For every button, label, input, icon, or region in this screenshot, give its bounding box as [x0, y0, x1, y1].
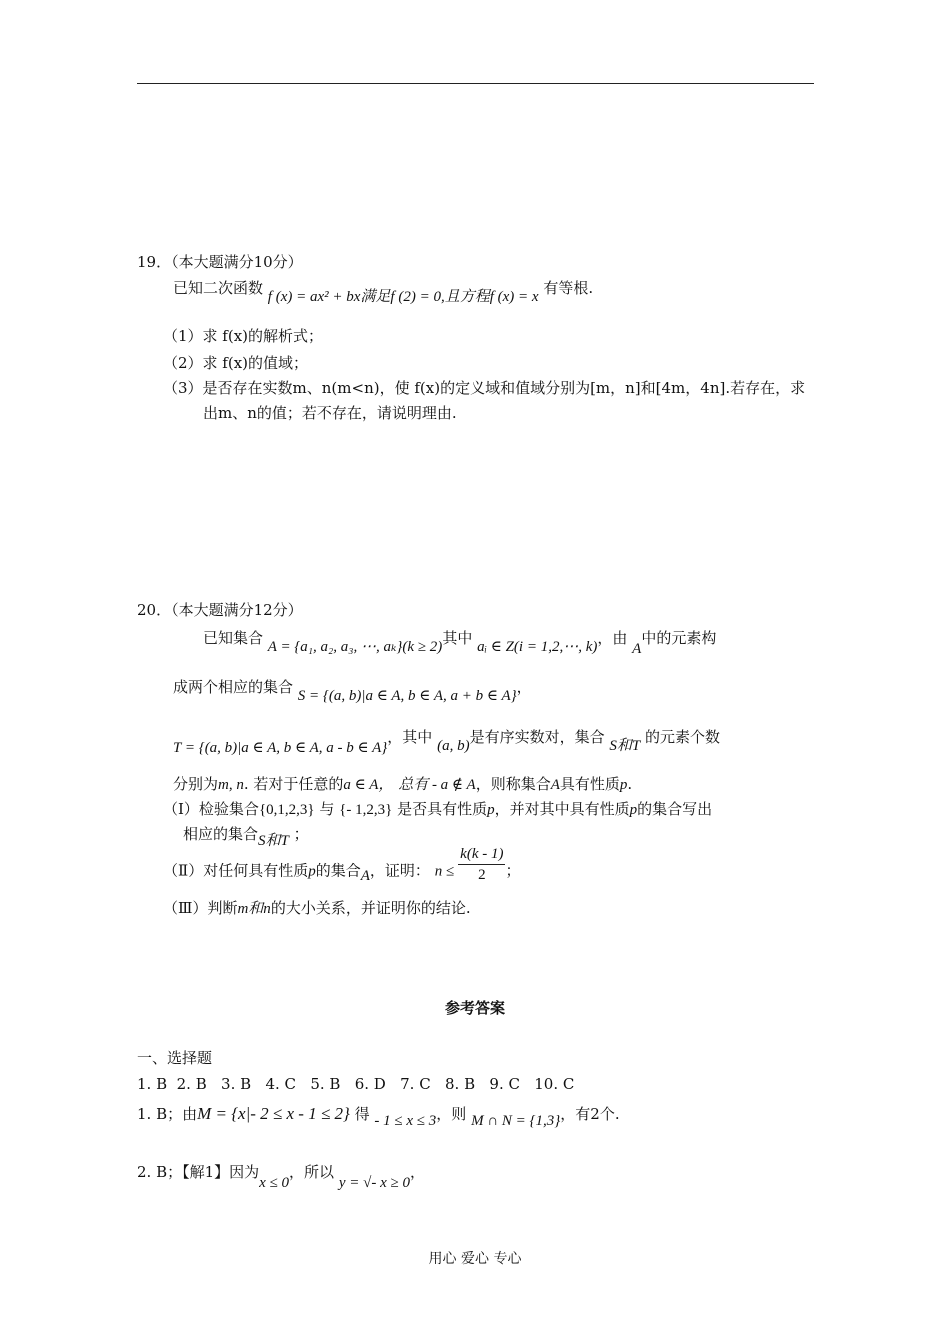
q20-l4-end: 具有性质 — [559, 775, 620, 793]
q20-i-mid2: ，并对其中具有性质 — [494, 800, 630, 818]
q20-set-s: S = {(a, b)|a ∈ A, b ∈ A, a + b ∈ A} — [297, 688, 517, 704]
q20-ii-fraction — [458, 844, 505, 885]
q20-i-pre: （Ⅰ）检验集合 — [163, 800, 259, 818]
q19-intro — [173, 278, 594, 305]
q20-mn: m, n — [218, 777, 244, 793]
q20-l1-mid: 其中 — [442, 629, 473, 647]
a1-de: 得 — [354, 1105, 370, 1123]
q19-part1: （1）求 f(x)的解析式； — [163, 327, 324, 345]
q19-part3-line1: （3）是否存在实数m、n(m<n)，使 f(x)的定义域和值域分别为[m，n]和[4m，4n].若存在，求 — [163, 379, 806, 397]
header-rule — [137, 83, 814, 84]
answers-title: 参考答案 — [444, 999, 505, 1017]
q20-l1-post: ，由 — [597, 629, 628, 647]
q20-l2-end: ， — [516, 678, 532, 696]
q20-i2-end: ； — [293, 825, 309, 843]
q20-line4 — [173, 774, 632, 795]
q20-header: 20．（本大题满分12分） — [137, 601, 303, 619]
a1-range: - 1 ≤ x ≤ 3 — [374, 1113, 437, 1129]
q20-ii-mid: 的集合 — [315, 861, 361, 880]
q20-l4-dot: . — [627, 775, 633, 793]
q20-i2-pre: 相应的集合 — [183, 825, 259, 843]
q20-iii-end: 的大小关系，并证明你的结论. — [270, 899, 471, 917]
q20-i-p: p — [487, 802, 495, 818]
q20-ii-end: ； — [505, 861, 521, 880]
q20-l1-end: 中的元素构 — [641, 629, 717, 647]
answers-section: 一、选择题 — [137, 1049, 213, 1067]
q20-i-and: 与 — [319, 800, 335, 818]
q20-iii-mn: m和n — [237, 901, 271, 917]
q20-ii-den: 2 — [478, 867, 486, 883]
q19-formula: f (x) = ax² + bx满足f (2) = 0,且方程f (x) = x — [267, 289, 539, 305]
q20-ii-prove: ，证明： — [369, 861, 430, 880]
q20-pair: (a, b) — [437, 738, 470, 754]
q20-part1-line2 — [183, 824, 309, 849]
q20-l1-pre: 已知集合 — [203, 629, 264, 647]
q20-l4-A: A — [550, 777, 560, 793]
q20-i2-st: S和T — [258, 833, 289, 849]
q20-part2 — [163, 846, 521, 885]
q20-a-in-A: a ∈ A， — [343, 777, 394, 793]
q20-ii-ineq: n ≤ — [434, 863, 455, 880]
q20-set-a: A = {a₁, a₂, a₃, ⋯, aₖ}(k ≥ 2) — [267, 639, 443, 655]
q20-ii-pre: （Ⅱ）对任何具有性质 — [163, 861, 309, 880]
a2-y: y = √- x ≥ 0 — [338, 1175, 410, 1191]
q20-ii-num: k(k - 1) — [458, 844, 505, 865]
a2-so: ，所以 — [289, 1163, 335, 1181]
a1-ze: ，则 — [436, 1105, 467, 1123]
q20-line3 — [173, 727, 721, 756]
a1-set-m: M = {x|- 2 ≤ x - 1 ≤ 2} — [197, 1104, 350, 1123]
a2-x: x ≤ 0 — [259, 1175, 290, 1191]
answer-1 — [137, 1104, 620, 1129]
q20-st: S和T — [609, 738, 641, 754]
q20-l3-post: 是有序实数对，集合 — [469, 728, 605, 746]
q20-line2 — [173, 677, 532, 704]
q20-ii-A: A — [360, 867, 370, 884]
q20-l4-p: p — [619, 777, 628, 793]
q19-intro-end: 有等根. — [543, 279, 594, 297]
q20-i-p2: p — [629, 802, 638, 818]
q20-l4-pre: 分别为 — [173, 775, 219, 793]
q20-part3 — [163, 898, 471, 919]
a1-end: ，有2个. — [560, 1105, 620, 1123]
q20-l1-A: A — [632, 641, 642, 657]
q20-set-t: T = {(a, b)|a ∈ A, b ∈ A, a - b ∈ A} — [173, 740, 388, 756]
q20-l4-post: ，则称集合 — [475, 775, 551, 793]
a2-pre: 2. B；【解1】因为 — [137, 1163, 260, 1181]
q20-i-set2: {- 1,2,3} — [339, 802, 393, 818]
q20-ii-p: p — [308, 863, 316, 880]
q19-part2: （2）求 f(x)的值域； — [163, 354, 309, 372]
q20-l4-mid: . 若对于任意的 — [243, 775, 344, 793]
answer-2 — [137, 1162, 426, 1191]
q20-l3-end: 的元素个数 — [645, 728, 721, 746]
a2-end: ， — [410, 1163, 426, 1181]
q19-part3-line2: 出m、n的值；若不存在，请说明理由. — [203, 404, 457, 422]
answers-choices: 1. B 2. B 3. B 4. C 5. B 6. D 7. C 8. B 9. C 10. C — [137, 1075, 575, 1093]
q20-part1-line1 — [163, 799, 712, 820]
q19-intro-text: 已知二次函数 — [173, 279, 264, 297]
q19-header: 19．（本大题满分10分） — [137, 253, 303, 271]
q20-i-mid: 是否具有性质 — [397, 800, 488, 818]
q20-cond-a: aᵢ ∈ Z(i = 1,2,⋯, k) — [477, 639, 598, 655]
q20-line1 — [203, 628, 717, 657]
a1-pre: 1. B；由 — [137, 1105, 198, 1123]
q20-l2-pre: 成两个相应的集合 — [173, 678, 294, 696]
page-footer: 用心 爱心 专心 — [428, 1251, 522, 1267]
q20-i-set1: {0,1,2,3} — [258, 802, 315, 818]
a1-intersection: M ∩ N = {1,3} — [471, 1113, 561, 1129]
q20-l3-mid: ，其中 — [387, 728, 433, 746]
q20-always: 总有 - a ∉ A — [398, 777, 476, 793]
q20-iii-pre: （Ⅲ）判断 — [163, 899, 238, 917]
q20-i-end: 的集合写出 — [637, 800, 713, 818]
